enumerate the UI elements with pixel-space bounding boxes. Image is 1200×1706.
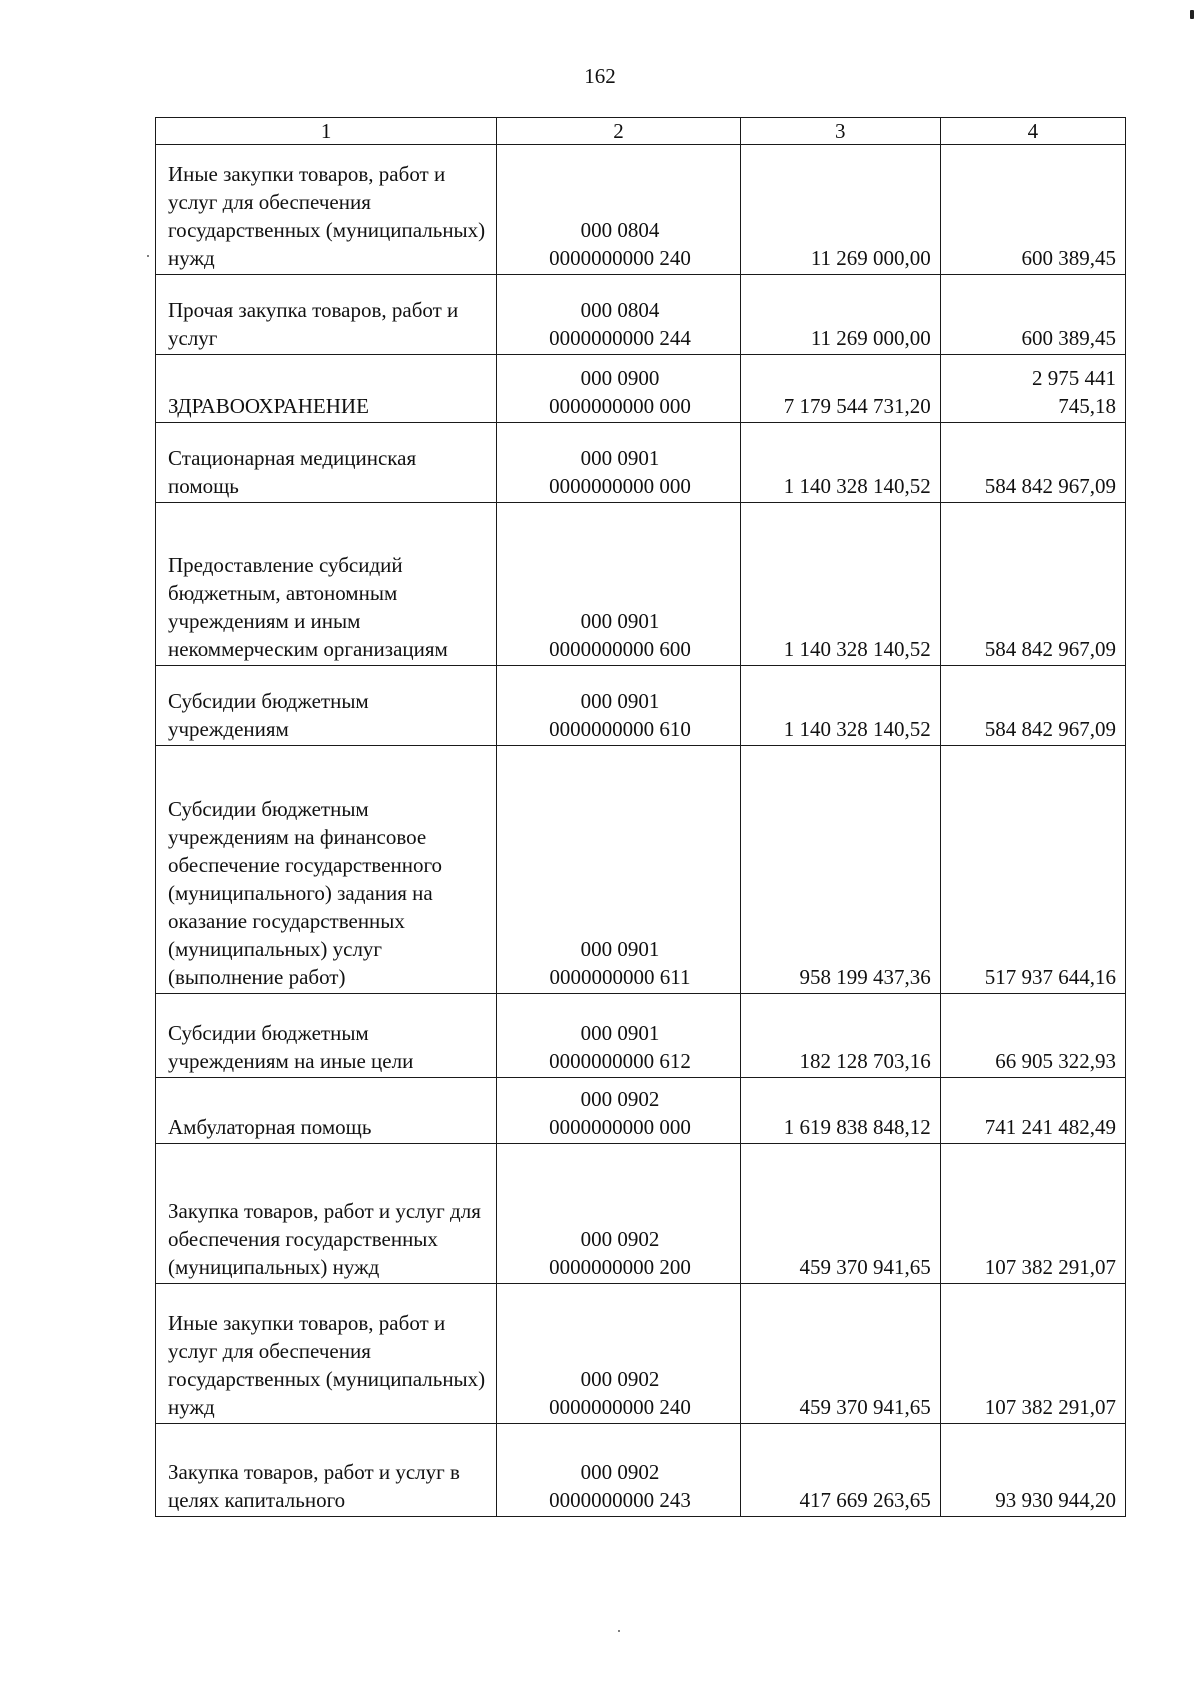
row-code: 000 0901 0000000000 000 <box>497 423 740 503</box>
row-value-3: 182 128 703,16 <box>740 994 940 1078</box>
row-value-3: 459 370 941,65 <box>740 1284 940 1424</box>
column-header-1: 1 <box>156 118 497 145</box>
row-code: 000 0804 0000000000 240 <box>497 145 740 275</box>
table-row <box>156 355 1126 423</box>
table-row <box>156 145 1126 275</box>
row-code: 000 0902 0000000000 240 <box>497 1284 740 1424</box>
row-code: 000 0900 0000000000 000 <box>497 355 740 423</box>
table-row <box>156 423 1126 503</box>
page-number: 162 <box>584 64 616 88</box>
row-name: Прочая закупка товаров, работ и услуг <box>156 275 497 355</box>
row-value-4: 517 937 644,16 <box>940 746 1125 994</box>
row-name: Субсидии бюджетным учреждениям <box>156 666 497 746</box>
row-name: Стационарная медицинская помощь <box>156 423 497 503</box>
row-value-4: 584 842 967,09 <box>940 423 1125 503</box>
row-name: Закупка товаров, работ и услуг для обеспечения государственных (муниципальных) нужд <box>156 1144 497 1284</box>
row-value-4: 600 389,45 <box>940 275 1125 355</box>
row-name: Субсидии бюджетным учреждениям на финансовое обеспечение государственного (муниципального) задания на оказание государственных (муниципальных) услуг (выполнение работ) <box>156 746 497 994</box>
row-code: 000 0804 0000000000 244 <box>497 275 740 355</box>
table-row <box>156 1078 1126 1144</box>
row-code: 000 0902 0000000000 243 <box>497 1424 740 1517</box>
row-value-4: 600 389,45 <box>940 145 1125 275</box>
row-value-3: 1 140 328 140,52 <box>740 666 940 746</box>
column-header-2: 2 <box>497 118 740 145</box>
row-name: Субсидии бюджетным учреждениям на иные цели <box>156 994 497 1078</box>
row-name: Амбулаторная помощь <box>156 1078 497 1144</box>
row-code: 000 0902 0000000000 000 <box>497 1078 740 1144</box>
row-value-3: 958 199 437,36 <box>740 746 940 994</box>
table-header-row <box>156 118 1126 145</box>
row-code: 000 0901 0000000000 610 <box>497 666 740 746</box>
row-name: Закупка товаров, работ и услуг в целях капитального <box>156 1424 497 1517</box>
column-header-4: 4 <box>940 118 1125 145</box>
row-code: 000 0902 0000000000 200 <box>497 1144 740 1284</box>
row-value-3: 417 669 263,65 <box>740 1424 940 1517</box>
table-row <box>156 503 1126 666</box>
scan-speck <box>618 1630 620 1632</box>
table-row <box>156 746 1126 994</box>
row-value-3: 1 140 328 140,52 <box>740 503 940 666</box>
row-value-4: 66 905 322,93 <box>940 994 1125 1078</box>
row-value-3: 11 269 000,00 <box>740 145 940 275</box>
row-value-4: 2 975 441 745,18 <box>940 355 1125 423</box>
row-value-3: 459 370 941,65 <box>740 1144 940 1284</box>
row-value-4: 584 842 967,09 <box>940 666 1125 746</box>
row-code: 000 0901 0000000000 600 <box>497 503 740 666</box>
scan-speck <box>1190 10 1194 19</box>
row-value-3: 1 619 838 848,12 <box>740 1078 940 1144</box>
row-code: 000 0901 0000000000 612 <box>497 994 740 1078</box>
table-row <box>156 994 1126 1078</box>
row-value-3: 1 140 328 140,52 <box>740 423 940 503</box>
table-row <box>156 666 1126 746</box>
row-value-3: 11 269 000,00 <box>740 275 940 355</box>
row-code: 000 0901 0000000000 611 <box>497 746 740 994</box>
budget-table <box>155 117 1126 1517</box>
column-header-3: 3 <box>740 118 940 145</box>
table-row <box>156 1284 1126 1424</box>
row-value-3: 7 179 544 731,20 <box>740 355 940 423</box>
row-name: Предоставление субсидий бюджетным, автономным учреждениям и иным некоммерческим организациям <box>156 503 497 666</box>
row-name: ЗДРАВООХРАНЕНИЕ <box>156 355 497 423</box>
table-row <box>156 275 1126 355</box>
row-name: Иные закупки товаров, работ и услуг для обеспечения государственных (муниципальных) нужд <box>156 145 497 275</box>
row-value-4: 741 241 482,49 <box>940 1078 1125 1144</box>
table-row <box>156 1424 1126 1517</box>
row-value-4: 107 382 291,07 <box>940 1284 1125 1424</box>
table-row <box>156 1144 1126 1284</box>
scan-speck <box>147 255 149 257</box>
row-value-4: 107 382 291,07 <box>940 1144 1125 1284</box>
row-value-4: 584 842 967,09 <box>940 503 1125 666</box>
row-name: Иные закупки товаров, работ и услуг для обеспечения государственных (муниципальных) нужд <box>156 1284 497 1424</box>
row-value-4: 93 930 944,20 <box>940 1424 1125 1517</box>
